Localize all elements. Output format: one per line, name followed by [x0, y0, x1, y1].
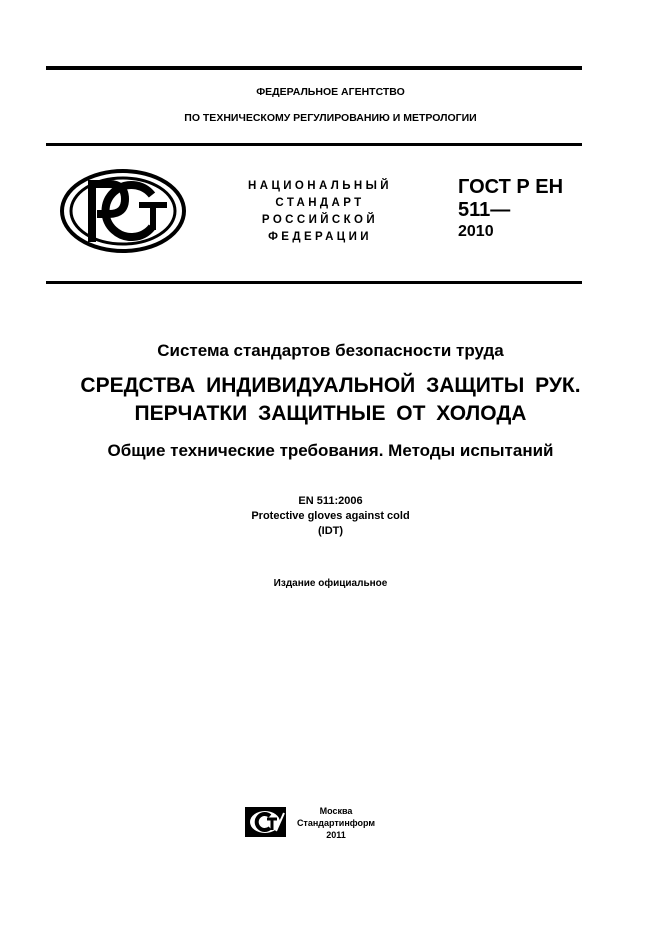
- standard-type-line: НАЦИОНАЛЬНЫЙ: [248, 180, 392, 192]
- series-title: Система стандартов безопасности труда: [157, 341, 504, 360]
- publisher-year: 2011: [326, 830, 346, 840]
- standard-type-line: РОССИЙСКОЙ: [261, 214, 379, 226]
- publisher-block: [290, 805, 382, 841]
- agency-line-2: ПО ТЕХНИЧЕСКОМУ РЕГУЛИРОВАНИЮ И МЕТРОЛОГИИ: [184, 112, 477, 124]
- top-rule: [46, 66, 582, 70]
- standard-type-block: [226, 178, 414, 246]
- standard-designation: [458, 176, 563, 242]
- designation-year: 2010: [458, 223, 494, 240]
- reference-code: EN 511:2006: [298, 495, 363, 507]
- main-title-line-1: СРЕДСТВА ИНДИВИДУАЛЬНОЙ ЗАЩИТЫ РУК.: [80, 374, 581, 397]
- publisher-city: Москва: [319, 806, 353, 816]
- main-title: [0, 372, 661, 428]
- middle-rule: [46, 143, 582, 146]
- standartinform-logo-icon: [245, 807, 286, 837]
- rst-emblem-icon: [59, 168, 187, 254]
- reference-block: [0, 494, 661, 539]
- reference-title: Protective gloves against cold: [251, 510, 410, 522]
- agency-line-1: ФЕДЕРАЛЬНОЕ АГЕНТСТВО: [256, 86, 405, 98]
- edition-label: Издание официальное: [273, 578, 388, 589]
- subtitle: Общие технические требования. Методы испытаний: [107, 441, 554, 460]
- reference-degree: (IDT): [317, 525, 344, 537]
- main-title-line-2: ПЕРЧАТКИ ЗАЩИТНЫЕ ОТ ХОЛОДА: [134, 402, 527, 425]
- standard-type-line: ФЕДЕРАЦИИ: [268, 231, 372, 243]
- standard-type-line: СТАНДАРТ: [275, 197, 365, 209]
- designation-line-2: 511—: [458, 199, 511, 221]
- publisher-name: Стандартинформ: [296, 818, 376, 828]
- designation-line-1: ГОСТ Р ЕН: [458, 176, 564, 198]
- bottom-rule: [46, 281, 582, 284]
